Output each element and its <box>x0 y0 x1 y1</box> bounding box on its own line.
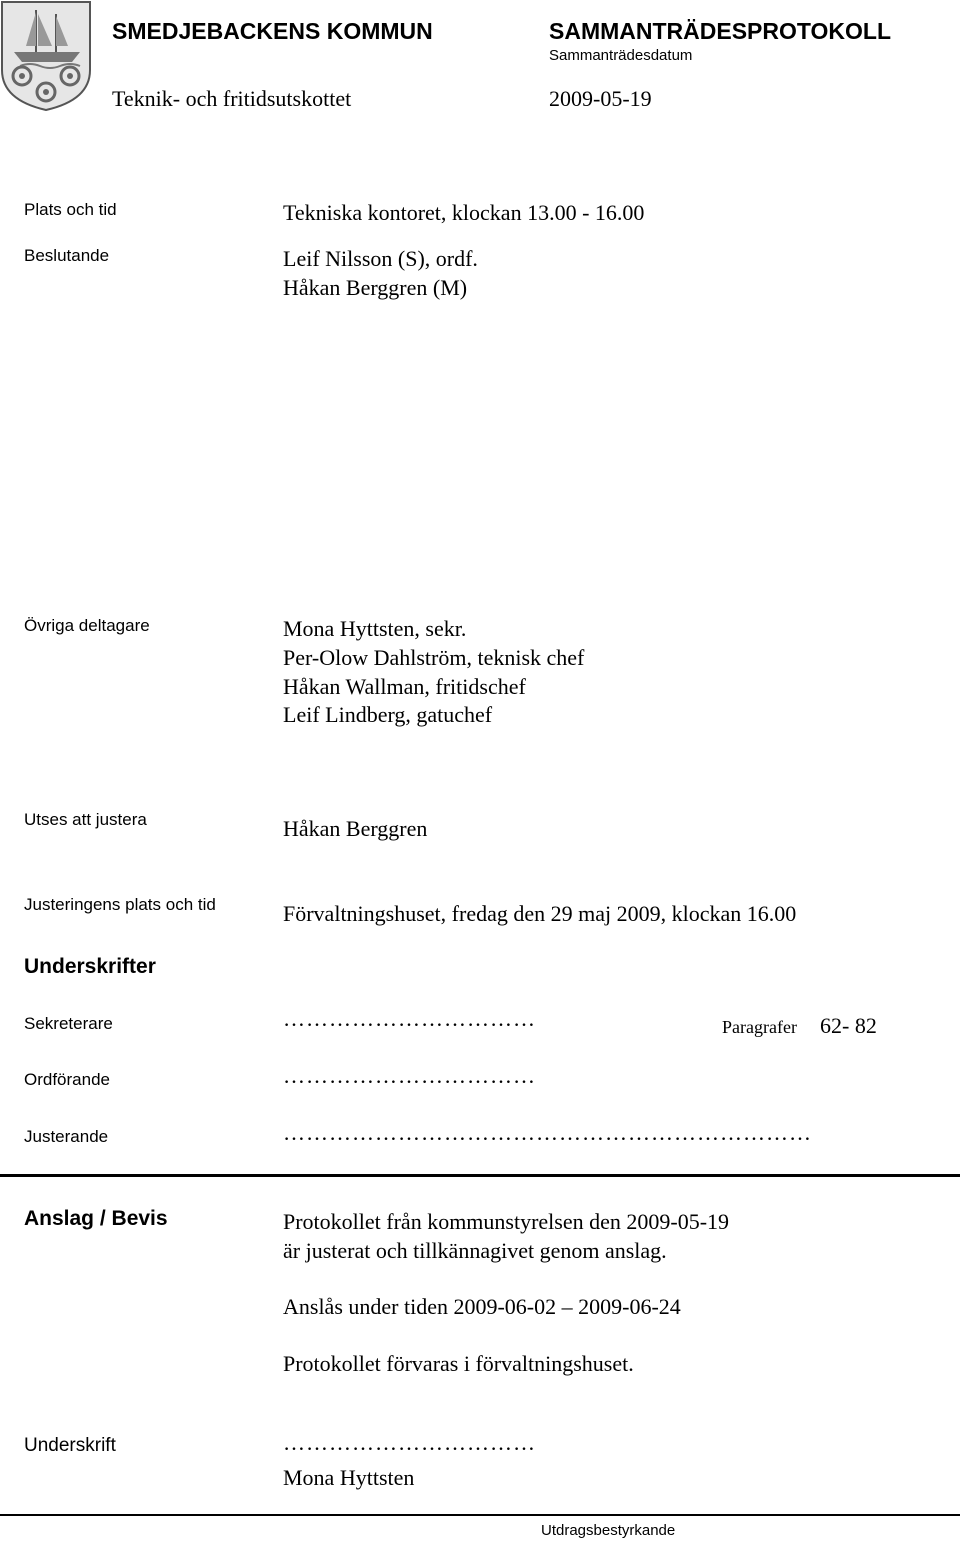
chair-label: Ordförande <box>24 1070 110 1089</box>
meeting-date: 2009-05-19 <box>549 86 652 111</box>
coat-of-arms-logo <box>0 0 92 112</box>
signature-name: Mona Hyttsten <box>283 1465 415 1490</box>
document-type: SAMMANTRÄDESPROTOKOLL <box>549 18 892 44</box>
adjust-place-label: Justeringens plats och tid <box>24 895 216 914</box>
section-divider <box>0 1174 960 1177</box>
adjust-place-value: Förvaltningshuset, fredag den 29 maj 2009, klockan 16.00 <box>283 901 797 926</box>
notice-title <box>24 1207 168 1231</box>
secretary-signature-line: …………………………… <box>283 1006 536 1031</box>
secretary-label: Sekreterare <box>24 1014 113 1033</box>
committee-name: Teknik- och fritidsutskottet <box>112 86 352 111</box>
place-time-value: Tekniska kontoret, klockan 13.00 - 16.00 <box>283 200 645 225</box>
others-label: Övriga deltagare <box>24 616 150 635</box>
notice-title-separator: / <box>94 1207 112 1230</box>
municipality-name: SMEDJEBACKENS KOMMUN <box>112 18 433 44</box>
place-time-label: Plats och tid <box>24 200 117 219</box>
adjuster-value: Håkan Berggren <box>283 816 428 841</box>
other-participant: Håkan Wallman, fritidschef <box>283 674 526 699</box>
signature-label: Underskrift <box>24 1435 116 1456</box>
paragraphs-value: 62- 82 <box>820 1013 877 1038</box>
adjuster-label: Utses att justera <box>24 810 147 829</box>
deciding-member: Leif Nilsson (S), ordf. <box>283 246 478 271</box>
adjuster-sign-label: Justerande <box>24 1127 109 1146</box>
other-participant: Mona Hyttsten, sekr. <box>283 616 467 641</box>
footer-label: Utdragsbestyrkande <box>541 1522 676 1539</box>
adjuster-signature-line: …………………………………………………………… <box>283 1120 812 1145</box>
notice-posted: Anslås under tiden 2009-06-02 – 2009-06-24 <box>283 1294 681 1319</box>
notice-title-part: Bevis <box>111 1207 168 1230</box>
signatures-title: Underskrifter <box>24 955 156 978</box>
notice-line: är justerat och tillkännagivet genom anslag. <box>283 1238 667 1263</box>
notice-kept: Protokollet förvaras i förvaltningshuset. <box>283 1351 634 1376</box>
deciding-label: Beslutande <box>24 246 110 265</box>
notice-title-part: Anslag <box>24 1207 95 1230</box>
deciding-member: Håkan Berggren (M) <box>283 275 468 300</box>
date-label: Sammanträdesdatum <box>549 47 693 64</box>
paragraphs-label: Paragrafer <box>722 1017 797 1037</box>
footer-divider <box>0 1514 960 1516</box>
other-participant: Leif Lindberg, gatuchef <box>283 702 493 727</box>
signature-line: …………………………… <box>283 1430 536 1455</box>
chair-signature-line: …………………………… <box>283 1063 536 1088</box>
notice-line: Protokollet från kommunstyrelsen den 2009-05-19 <box>283 1209 730 1234</box>
other-participant: Per-Olow Dahlström, teknisk chef <box>283 645 585 670</box>
